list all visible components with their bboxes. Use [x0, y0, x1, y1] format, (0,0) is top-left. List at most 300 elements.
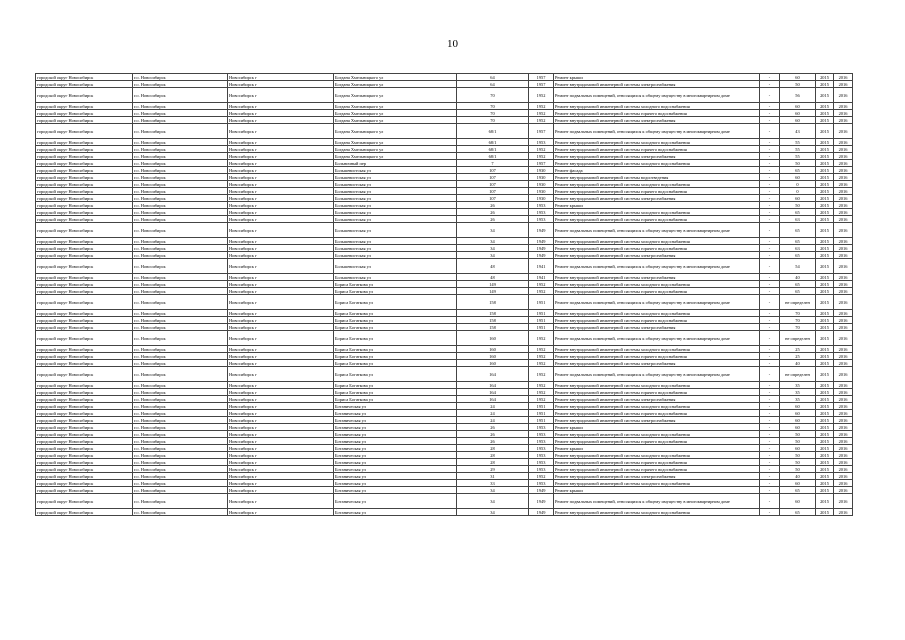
municipality-cell: городской округ Новосибирск — [36, 117, 133, 124]
end-year-cell: 2016 — [834, 181, 853, 188]
cost-cell: 40 — [780, 360, 816, 367]
work-type-cell: Ремонт внутридомовой инженерной системы горячего водоснабжения — [554, 317, 760, 324]
start-year-cell: 2015 — [816, 473, 834, 480]
build-year-cell: 1952 — [529, 281, 554, 288]
municipal-entity-cell: г.о. Новосибирск — [133, 353, 228, 360]
end-year-cell: 2016 — [834, 403, 853, 410]
house-number-cell: 68/1 — [457, 153, 529, 160]
dash-cell: - — [760, 174, 780, 181]
table-row — [36, 310, 853, 317]
municipality-cell: городской округ Новосибирск — [36, 494, 133, 509]
work-type-cell: Ремонт внутридомовой инженерной системы горячего водоснабжения — [554, 438, 760, 445]
build-year-cell: 1952 — [529, 288, 554, 295]
build-year-cell: 1953 — [529, 431, 554, 438]
municipality-cell: городской округ Новосибирск — [36, 396, 133, 403]
dash-cell: - — [760, 324, 780, 331]
locality-cell: Новосибирск г — [228, 452, 334, 459]
municipal-entity-cell: г.о. Новосибирск — [133, 195, 228, 202]
municipality-cell: городской округ Новосибирск — [36, 252, 133, 259]
end-year-cell: 2016 — [834, 74, 853, 81]
locality-cell: Новосибирск г — [228, 153, 334, 160]
dash-cell: - — [760, 223, 780, 238]
work-type-cell: Ремонт подвальных помещений, относящихся к общему имуществу в многоквартирном доме — [554, 494, 760, 509]
work-type-cell: Ремонт подвальных помещений, относящихся к общему имуществу в многоквартирном доме — [554, 331, 760, 346]
municipal-entity-cell: г.о. Новосибирск — [133, 160, 228, 167]
start-year-cell: 2015 — [816, 410, 834, 417]
municipal-entity-cell: г.о. Новосибирск — [133, 117, 228, 124]
work-type-cell: Ремонт внутридомовой инженерной системы водоотведения — [554, 174, 760, 181]
build-year-cell: 1951 — [529, 417, 554, 424]
end-year-cell: 2016 — [834, 317, 853, 324]
table-row — [36, 317, 853, 324]
build-year-cell: 1952 — [529, 110, 554, 117]
start-year-cell: 2015 — [816, 459, 834, 466]
locality-cell: Новосибирск г — [228, 188, 334, 195]
municipality-cell: городской округ Новосибирск — [36, 403, 133, 410]
start-year-cell: 2015 — [816, 367, 834, 382]
municipality-cell: городской округ Новосибирск — [36, 445, 133, 452]
build-year-cell: 1952 — [529, 382, 554, 389]
build-year-cell: 1952 — [529, 367, 554, 382]
street-cell: Большевистская ул — [334, 223, 457, 238]
end-year-cell: 2016 — [834, 417, 853, 424]
house-number-cell: 26 — [457, 424, 529, 431]
dash-cell: - — [760, 139, 780, 146]
locality-cell: Новосибирск г — [228, 281, 334, 288]
street-cell: Бориса Богаткова ул — [334, 360, 457, 367]
municipality-cell: городской округ Новосибирск — [36, 317, 133, 324]
locality-cell: Новосибирск г — [228, 195, 334, 202]
municipal-entity-cell: г.о. Новосибирск — [133, 473, 228, 480]
work-type-cell: Ремонт крыши — [554, 74, 760, 81]
cost-cell: 50 — [780, 438, 816, 445]
cost-cell: 60 — [780, 403, 816, 410]
table-row — [36, 181, 853, 188]
table-row — [36, 160, 853, 167]
street-cell: Ботаническая ул — [334, 438, 457, 445]
start-year-cell: 2015 — [816, 274, 834, 281]
house-number-cell: 164 — [457, 367, 529, 382]
cost-cell: 60 — [780, 410, 816, 417]
municipality-cell: городской округ Новосибирск — [36, 259, 133, 274]
street-cell: Бориса Богаткова ул — [334, 367, 457, 382]
municipality-cell: городской округ Новосибирск — [36, 473, 133, 480]
house-number-cell: 34 — [457, 238, 529, 245]
start-year-cell: 2015 — [816, 281, 834, 288]
start-year-cell: 2015 — [816, 223, 834, 238]
table-row — [36, 487, 853, 494]
cost-cell: 25 — [780, 346, 816, 353]
dash-cell: - — [760, 181, 780, 188]
street-cell: Бориса Богаткова ул — [334, 353, 457, 360]
work-type-cell: Ремонт внутридомовой инженерной системы холодного водоснабжения — [554, 209, 760, 216]
locality-cell: Новосибирск г — [228, 438, 334, 445]
locality-cell: Новосибирск г — [228, 480, 334, 487]
municipal-entity-cell: г.о. Новосибирск — [133, 438, 228, 445]
municipal-entity-cell: г.о. Новосибирск — [133, 310, 228, 317]
municipal-entity-cell: г.о. Новосибирск — [133, 466, 228, 473]
dash-cell: - — [760, 88, 780, 103]
dash-cell: - — [760, 396, 780, 403]
start-year-cell: 2015 — [816, 252, 834, 259]
dash-cell: - — [760, 382, 780, 389]
start-year-cell: 2015 — [816, 438, 834, 445]
start-year-cell: 2015 — [816, 245, 834, 252]
table-row — [36, 117, 853, 124]
cost-cell: 63 — [780, 216, 816, 223]
build-year-cell: 1949 — [529, 252, 554, 259]
house-number-cell: 28 — [457, 452, 529, 459]
locality-cell: Новосибирск г — [228, 174, 334, 181]
street-cell: Большевистская ул — [334, 209, 457, 216]
municipal-entity-cell: г.о. Новосибирск — [133, 216, 228, 223]
build-year-cell: 1930 — [529, 195, 554, 202]
cost-cell: 50 — [780, 459, 816, 466]
end-year-cell: 2016 — [834, 167, 853, 174]
house-number-cell: 34 — [457, 252, 529, 259]
end-year-cell: 2016 — [834, 238, 853, 245]
table-row — [36, 431, 853, 438]
dash-cell: - — [760, 74, 780, 81]
locality-cell: Новосибирск г — [228, 245, 334, 252]
municipal-entity-cell: г.о. Новосибирск — [133, 494, 228, 509]
start-year-cell: 2015 — [816, 103, 834, 110]
start-year-cell: 2015 — [816, 360, 834, 367]
table-row — [36, 81, 853, 88]
locality-cell: Новосибирск г — [228, 167, 334, 174]
start-year-cell: 2015 — [816, 466, 834, 473]
municipality-cell: городской округ Новосибирск — [36, 245, 133, 252]
table-row — [36, 445, 853, 452]
house-number-cell: 164 — [457, 382, 529, 389]
work-type-cell: Ремонт внутридомовой инженерной системы электроснабжения — [554, 396, 760, 403]
table-row — [36, 110, 853, 117]
house-number-cell: 34 — [457, 487, 529, 494]
build-year-cell: 1949 — [529, 487, 554, 494]
start-year-cell: 2015 — [816, 195, 834, 202]
cost-cell: 60 — [780, 103, 816, 110]
end-year-cell: 2016 — [834, 494, 853, 509]
start-year-cell: 2015 — [816, 216, 834, 223]
municipal-entity-cell: г.о. Новосибирск — [133, 281, 228, 288]
municipality-cell: городской округ Новосибирск — [36, 459, 133, 466]
locality-cell: Новосибирск г — [228, 88, 334, 103]
end-year-cell: 2016 — [834, 81, 853, 88]
build-year-cell: 1952 — [529, 353, 554, 360]
end-year-cell: 2016 — [834, 480, 853, 487]
municipal-entity-cell: г.о. Новосибирск — [133, 146, 228, 153]
locality-cell: Новосибирск г — [228, 389, 334, 396]
table-row — [36, 124, 853, 139]
table-row — [36, 153, 853, 160]
dash-cell: - — [760, 117, 780, 124]
build-year-cell: 1957 — [529, 81, 554, 88]
build-year-cell: 1953 — [529, 139, 554, 146]
house-number-cell: 28 — [457, 445, 529, 452]
build-year-cell: 1949 — [529, 223, 554, 238]
end-year-cell: 2016 — [834, 424, 853, 431]
municipal-entity-cell: г.о. Новосибирск — [133, 445, 228, 452]
municipality-cell: городской округ Новосибирск — [36, 382, 133, 389]
street-cell: Богдана Хмельницкого ул — [334, 110, 457, 117]
build-year-cell: 1953 — [529, 424, 554, 431]
dash-cell: - — [760, 331, 780, 346]
end-year-cell: 2016 — [834, 473, 853, 480]
street-cell: Больничный пер — [334, 160, 457, 167]
street-cell: Богдана Хмельницкого ул — [334, 153, 457, 160]
street-cell: Бориса Богаткова ул — [334, 310, 457, 317]
page-number: 10 — [447, 38, 458, 50]
work-type-cell: Ремонт крыши — [554, 202, 760, 209]
street-cell: Ботаническая ул — [334, 403, 457, 410]
municipality-cell: городской округ Новосибирск — [36, 360, 133, 367]
municipal-entity-cell: г.о. Новосибирск — [133, 424, 228, 431]
dash-cell: - — [760, 317, 780, 324]
build-year-cell: 1949 — [529, 245, 554, 252]
start-year-cell: 2015 — [816, 153, 834, 160]
table-row — [36, 174, 853, 181]
cost-cell: 60 — [780, 480, 816, 487]
work-type-cell: Ремонт крыши — [554, 487, 760, 494]
cost-cell: 60 — [780, 424, 816, 431]
dash-cell: - — [760, 452, 780, 459]
street-cell: Большевистская ул — [334, 252, 457, 259]
house-number-cell: 149 — [457, 288, 529, 295]
cost-cell: 70 — [780, 317, 816, 324]
house-number-cell: 24 — [457, 403, 529, 410]
cost-cell: 65 — [780, 509, 816, 516]
work-type-cell: Ремонт внутридомовой инженерной системы электроснабжения — [554, 473, 760, 480]
table-row — [36, 88, 853, 103]
end-year-cell: 2016 — [834, 223, 853, 238]
municipality-cell: городской округ Новосибирск — [36, 167, 133, 174]
dash-cell: - — [760, 403, 780, 410]
end-year-cell: 2016 — [834, 139, 853, 146]
street-cell: Ботаническая ул — [334, 424, 457, 431]
cost-cell: 65 — [780, 288, 816, 295]
build-year-cell: 1930 — [529, 167, 554, 174]
house-number-cell: 34 — [457, 509, 529, 516]
municipal-entity-cell: г.о. Новосибирск — [133, 88, 228, 103]
start-year-cell: 2015 — [816, 403, 834, 410]
locality-cell: Новосибирск г — [228, 110, 334, 117]
municipality-cell: городской округ Новосибирск — [36, 281, 133, 288]
cost-cell: 54 — [780, 259, 816, 274]
house-number-cell: 31 — [457, 473, 529, 480]
start-year-cell: 2015 — [816, 324, 834, 331]
municipality-cell: городской округ Новосибирск — [36, 202, 133, 209]
municipal-entity-cell: г.о. Новосибирск — [133, 238, 228, 245]
municipality-cell: городской округ Новосибирск — [36, 410, 133, 417]
build-year-cell: 1957 — [529, 124, 554, 139]
work-type-cell: Ремонт внутридомовой инженерной системы холодного водоснабжения — [554, 452, 760, 459]
build-year-cell: 1951 — [529, 317, 554, 324]
end-year-cell: 2016 — [834, 188, 853, 195]
municipality-cell: городской округ Новосибирск — [36, 160, 133, 167]
work-type-cell: Ремонт внутридомовой инженерной системы электроснабжения — [554, 195, 760, 202]
end-year-cell: 2016 — [834, 281, 853, 288]
end-year-cell: 2016 — [834, 252, 853, 259]
municipality-cell: городской округ Новосибирск — [36, 238, 133, 245]
start-year-cell: 2015 — [816, 139, 834, 146]
locality-cell: Новосибирск г — [228, 445, 334, 452]
municipal-entity-cell: г.о. Новосибирск — [133, 103, 228, 110]
dash-cell: - — [760, 124, 780, 139]
end-year-cell: 2016 — [834, 160, 853, 167]
street-cell: Большевистская ул — [334, 216, 457, 223]
end-year-cell: 2016 — [834, 259, 853, 274]
dash-cell: - — [760, 473, 780, 480]
cost-cell: 65 — [780, 209, 816, 216]
start-year-cell: 2015 — [816, 445, 834, 452]
municipality-cell: городской округ Новосибирск — [36, 487, 133, 494]
municipality-cell: городской округ Новосибирск — [36, 209, 133, 216]
cost-cell: 50 — [780, 431, 816, 438]
locality-cell: Новосибирск г — [228, 466, 334, 473]
street-cell: Богдана Хмельницкого ул — [334, 74, 457, 81]
municipality-cell: городской округ Новосибирск — [36, 424, 133, 431]
locality-cell: Новосибирск г — [228, 274, 334, 281]
end-year-cell: 2016 — [834, 389, 853, 396]
cost-cell: 65 — [780, 167, 816, 174]
table-row — [36, 389, 853, 396]
cost-cell: 35 — [780, 382, 816, 389]
locality-cell: Новосибирск г — [228, 473, 334, 480]
street-cell: Бориса Богаткова ул — [334, 324, 457, 331]
municipal-entity-cell: г.о. Новосибирск — [133, 382, 228, 389]
table-row — [36, 223, 853, 238]
street-cell: Большевистская ул — [334, 167, 457, 174]
table-row — [36, 459, 853, 466]
house-number-cell: 70 — [457, 110, 529, 117]
end-year-cell: 2016 — [834, 209, 853, 216]
start-year-cell: 2015 — [816, 396, 834, 403]
end-year-cell: 2016 — [834, 110, 853, 117]
dash-cell: - — [760, 346, 780, 353]
municipal-entity-cell: г.о. Новосибирск — [133, 360, 228, 367]
locality-cell: Новосибирск г — [228, 310, 334, 317]
cost-cell: 60 — [780, 445, 816, 452]
municipal-entity-cell: г.о. Новосибирск — [133, 396, 228, 403]
start-year-cell: 2015 — [816, 295, 834, 310]
table-row — [36, 360, 853, 367]
table-row — [36, 403, 853, 410]
locality-cell: Новосибирск г — [228, 324, 334, 331]
dash-cell: - — [760, 167, 780, 174]
house-number-cell: 158 — [457, 324, 529, 331]
end-year-cell: 2016 — [834, 216, 853, 223]
street-cell: Богдана Хмельницкого ул — [334, 146, 457, 153]
municipal-entity-cell: г.о. Новосибирск — [133, 188, 228, 195]
dash-cell: - — [760, 367, 780, 382]
cost-cell: 50 — [780, 466, 816, 473]
table-row — [36, 331, 853, 346]
dash-cell: - — [760, 81, 780, 88]
locality-cell: Новосибирск г — [228, 160, 334, 167]
cost-cell: 70 — [780, 310, 816, 317]
street-cell: Бориса Богаткова ул — [334, 396, 457, 403]
table-row — [36, 466, 853, 473]
locality-cell: Новосибирск г — [228, 124, 334, 139]
start-year-cell: 2015 — [816, 88, 834, 103]
house-number-cell: 64 — [457, 81, 529, 88]
cost-cell: 50 — [780, 81, 816, 88]
start-year-cell: 2015 — [816, 209, 834, 216]
municipality-cell: городской округ Новосибирск — [36, 153, 133, 160]
house-number-cell: 160 — [457, 346, 529, 353]
street-cell: Большевистская ул — [334, 195, 457, 202]
street-cell: Бориса Богаткова ул — [334, 331, 457, 346]
municipal-entity-cell: г.о. Новосибирск — [133, 431, 228, 438]
work-type-cell: Ремонт внутридомовой инженерной системы горячего водоснабжения — [554, 288, 760, 295]
end-year-cell: 2016 — [834, 367, 853, 382]
dash-cell: - — [760, 310, 780, 317]
house-number-cell: 26 — [457, 431, 529, 438]
build-year-cell: 1952 — [529, 360, 554, 367]
work-type-cell: Ремонт подвальных помещений, относящихся к общему имуществу в многоквартирном доме — [554, 88, 760, 103]
municipality-cell: городской округ Новосибирск — [36, 331, 133, 346]
end-year-cell: 2016 — [834, 146, 853, 153]
house-number-cell: 70 — [457, 117, 529, 124]
dash-cell: - — [760, 202, 780, 209]
cost-cell: 65 — [780, 238, 816, 245]
house-number-cell: 34 — [457, 245, 529, 252]
dash-cell: - — [760, 360, 780, 367]
municipality-cell: городской округ Новосибирск — [36, 195, 133, 202]
street-cell: Бориса Богаткова ул — [334, 281, 457, 288]
work-type-cell: Ремонт внутридомовой инженерной системы холодного водоснабжения — [554, 310, 760, 317]
start-year-cell: 2015 — [816, 424, 834, 431]
start-year-cell: 2015 — [816, 124, 834, 139]
table-row — [36, 252, 853, 259]
start-year-cell: 2015 — [816, 389, 834, 396]
municipality-cell: городской округ Новосибирск — [36, 81, 133, 88]
locality-cell: Новосибирск г — [228, 288, 334, 295]
build-year-cell: 1952 — [529, 146, 554, 153]
cost-cell: не определен — [780, 295, 816, 310]
start-year-cell: 2015 — [816, 509, 834, 516]
dash-cell: - — [760, 410, 780, 417]
build-year-cell: 1949 — [529, 509, 554, 516]
dash-cell: - — [760, 259, 780, 274]
municipality-cell: городской округ Новосибирск — [36, 88, 133, 103]
build-year-cell: 1953 — [529, 202, 554, 209]
end-year-cell: 2016 — [834, 360, 853, 367]
build-year-cell: 1953 — [529, 438, 554, 445]
locality-cell: Новосибирск г — [228, 396, 334, 403]
municipal-entity-cell: г.о. Новосибирск — [133, 389, 228, 396]
work-type-cell: Ремонт внутридомовой инженерной системы электроснабжения — [554, 117, 760, 124]
table-row — [36, 494, 853, 509]
table-row — [36, 452, 853, 459]
start-year-cell: 2015 — [816, 480, 834, 487]
street-cell: Ботаническая ул — [334, 445, 457, 452]
locality-cell: Новосибирск г — [228, 494, 334, 509]
locality-cell: Новосибирск г — [228, 509, 334, 516]
locality-cell: Новосибирск г — [228, 74, 334, 81]
work-type-cell: Ремонт внутридомовой инженерной системы горячего водоснабжения — [554, 466, 760, 473]
table-row — [36, 295, 853, 310]
work-type-cell: Ремонт внутридомовой инженерной системы холодного водоснабжения — [554, 509, 760, 516]
house-number-cell: 24 — [457, 410, 529, 417]
house-number-cell: 33 — [457, 480, 529, 487]
work-type-cell: Ремонт подвальных помещений, относящихся к общему имуществу в многоквартирном доме — [554, 124, 760, 139]
build-year-cell: 1953 — [529, 466, 554, 473]
work-type-cell: Ремонт внутридомовой инженерной системы холодного водоснабжения — [554, 346, 760, 353]
house-number-cell: 48 — [457, 259, 529, 274]
start-year-cell: 2015 — [816, 188, 834, 195]
dash-cell: - — [760, 103, 780, 110]
